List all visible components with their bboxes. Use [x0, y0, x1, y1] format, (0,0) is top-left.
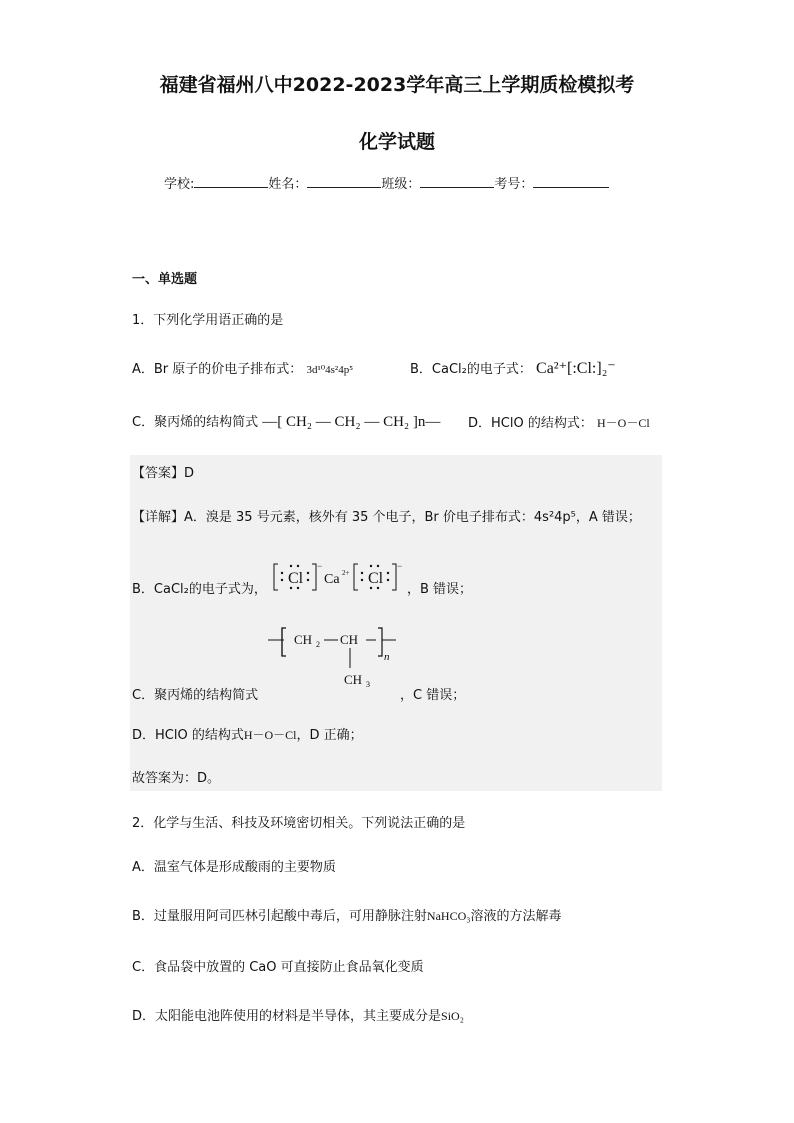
svg-text:−: − — [397, 561, 403, 571]
class-blank — [420, 175, 494, 188]
q1-a-formula: 3d¹⁰4s²4p⁵ — [306, 364, 354, 376]
q2-option-d — [132, 1005, 464, 1024]
q1-detail-b-prefix: B．CaCl₂的电子式为， — [132, 582, 267, 597]
info-fields — [164, 173, 609, 192]
polypropylene-structure-diagram — [266, 624, 401, 696]
q2-d-formula: SiO₂ — [441, 1009, 464, 1023]
q1-option-c — [132, 411, 440, 431]
q1-detail-d — [132, 724, 363, 743]
svg-text:3: 3 — [366, 680, 370, 689]
q1-conclusion: 故答案为：D。 — [132, 771, 221, 786]
q2-option-c: C．食品袋中放置的 CaO 可直接防止食品氧化变质 — [132, 960, 424, 975]
q1-stem: 1．下列化学用语正确的是 — [132, 313, 284, 328]
q2-b-formula: NaHCO₃ — [426, 909, 471, 923]
name-blank — [307, 175, 381, 188]
q1-detail-d-prefix: D．HClO 的结构式 — [132, 728, 244, 743]
school-label: 学校: — [164, 177, 195, 192]
q2-option-a: A．温室气体是形成酸雨的主要物质 — [132, 860, 336, 875]
svg-text:CH: CH — [340, 632, 359, 647]
q1-detail-b-suffix: ，B 错误； — [407, 582, 473, 597]
q1-d-formula: H－O－Cl — [596, 416, 650, 430]
q2-stem: 2．化学与生活、科技及环境密切相关。下列说法正确的是 — [132, 816, 466, 831]
q1-option-d — [468, 412, 650, 431]
q1-option-a — [132, 358, 353, 377]
q1-a-label: A．Br 原子的价电子排布式： — [132, 362, 303, 377]
q1-detail-d-formula: H－O－Cl — [243, 728, 297, 742]
svg-text:Cl: Cl — [368, 570, 384, 587]
class-label: 班级： — [381, 177, 421, 192]
svg-text:n: n — [384, 651, 390, 663]
q2-b-prefix: B．过量服用阿司匹林引起酸中毒后，可用静脉注射 — [132, 909, 427, 924]
q2-b-suffix: 溶液的方法解毒 — [470, 909, 562, 924]
id-label: 考号： — [494, 177, 534, 192]
q1-detail-c-prefix: C．聚丙烯的结构简式 — [132, 688, 259, 703]
q1-c-label: C．聚丙烯的结构简式 — [132, 415, 259, 430]
svg-text:Cl: Cl — [288, 570, 304, 587]
svg-text:CH: CH — [294, 632, 313, 647]
q2-option-b — [132, 905, 561, 924]
q1-detail-d-suffix: ，D 正确； — [296, 728, 363, 743]
q1-detail-c-suffix: ，C 错误； — [400, 688, 466, 703]
exam-title-line2: 化学试题 — [358, 131, 435, 153]
svg-text:CH: CH — [344, 672, 363, 687]
section-heading: 一、单选题 — [132, 272, 198, 287]
q1-d-label: D．HClO 的结构式： — [468, 416, 593, 431]
cacl2-electron-dot-diagram — [272, 560, 407, 596]
svg-text:Ca: Ca — [324, 572, 340, 587]
school-blank — [194, 175, 268, 188]
name-label: 姓名： — [268, 177, 308, 192]
id-blank — [533, 175, 609, 188]
q1-c-formula: —[ CH₂ — CH₂ — CH₂ ]n— — [262, 414, 441, 430]
svg-text:2+: 2+ — [342, 569, 350, 577]
exam-title-line1: 福建省福州八中2022-2023学年高三上学期质检模拟考 — [159, 74, 635, 96]
q1-b-label: B．CaCl₂的电子式： — [410, 362, 532, 377]
q2-d-prefix: D．太阳能电池阵使用的材料是半导体，其主要成分是 — [132, 1009, 442, 1024]
svg-text:−: − — [317, 561, 323, 571]
q1-option-b — [410, 358, 616, 378]
q1-b-formula: Ca²⁺[:Cl:]₂⁻ — [536, 360, 616, 377]
q1-detail-a: 【详解】A．溴是 35 号元素，核外有 35 个电子，Br 价电子排布式：4s²4p⁵，A 错误； — [132, 510, 641, 525]
svg-text:2: 2 — [316, 640, 320, 649]
q1-answer: 【答案】D — [132, 466, 195, 481]
